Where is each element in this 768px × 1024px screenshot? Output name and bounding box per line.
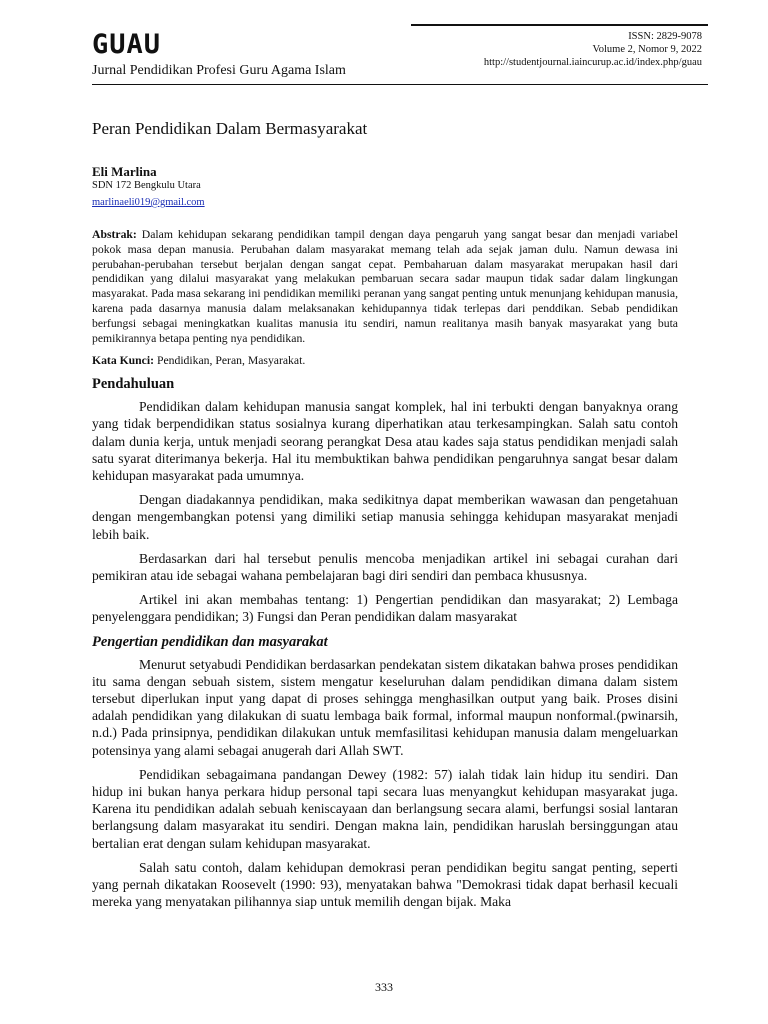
author-email-link[interactable]: marlinaeli019@gmail.com — [92, 197, 205, 208]
volume-info: Volume 2, Nomor 9, 2022 — [592, 44, 702, 55]
section-heading-introduction: Pendahuluan — [92, 376, 175, 393]
abstract-text: Dalam kehidupan sekarang pendidikan tampil dengan daya pengaruh yang sangat besar dan menjadi variabel pokok masa depan manusia. Perubahan dalam masyarakat memang telah ada sejak jaman dulu. Namun dewasa ini perubahan-perubahan tersebut berjalan dengan sangat cepat. Pembaharuan dalam masyarakat merupakan hasil dari pendidikan yang dilalui masyarakat yang melakukan pembaruan secara sadar maupun tidak sadar dalam lingkungan masyarakat. Pada masa sekarang ini pendidikan memiliki peranan yang sangat penting untuk menunjang kehidupan manusia, karena pada dasarnya manusia dalam melaksanakan kehidupannya tidak terlepas dari penddikan. Sebab pendidikan berfungsi sebagai meningkatkan kualitas manusia itu sendiri, namun realitanya masih banyak masyarakat yang buta pemikirannya betapa penting nya pendidikan. — [92, 228, 678, 345]
article-title: Peran Pendidikan Dalam Bermasyarakat — [92, 119, 368, 138]
keywords-label: Kata Kunci: — [92, 354, 155, 368]
keywords — [92, 354, 678, 369]
paragraph: Pendidikan sebagaimana pandangan Dewey (1982: 57) ialah tidak lain hidup itu sendiri. Dan hidup ini bukan hanya perkara hidup personal tapi secara luas menyangkut kehidupan masyarakat juga. Karena itu pendidikan adalah sebuah keniscayaan dan berlangsung secara alami, berfungsi sosial lantaran berlangsung dalam masyarakat itu sendiri. Dengan makna lain, pendidikan haruslah bersinggungan atau bertalian erat dengan sulam kehidupan masyarakat. — [92, 766, 678, 851]
journal-header-left — [92, 30, 346, 80]
keywords-text: Pendidikan, Peran, Masyarakat. — [156, 354, 306, 368]
paragraph: Berdasarkan dari hal tersebut penulis mencoba menjadikan artikel ini sebagai curahan dari pemikiran atau ide sebagai wahana pembelajaran bagi diri sendiri dan pembaca khususnya. — [92, 550, 678, 583]
article-body — [92, 118, 678, 917]
author-name: Eli Marlina — [92, 164, 157, 179]
journal-name: GUAU — [92, 29, 162, 60]
header-top-rule — [411, 24, 708, 26]
paragraph: Dengan diadakannya pendidikan, maka sedikitnya dapat memberikan wawasan dan pengetahuan dengan mengembangkan potensi yang dimiliki setiap manusia sehingga kehidupan masyarakat menjadi lebih baik. — [92, 492, 678, 542]
abstract-label: Abstrak: — [92, 228, 137, 241]
journal-header-right — [484, 30, 702, 69]
paragraph: Menurut setyabudi Pendidikan berdasarkan pendekatan sistem dikatakan bahwa proses pendidikan itu sama dengan sebuah sistem, sistem mengatur keseluruhan dalam pendidikan dimana dalam sistem tersebut diperlukan input yang dapat di proses sehingga menghasilkan output yang baik. Proses disini adalah pendidikan yang dilakukan di suatu lembaga baik formal, informal maupun nonformal.(pwinarsih, n.d.) Pada prinsipnya, pendidikan dilakukan untuk memfasilitasi kehidupan manusia dalam mengeluarkan potensinya yang alami sebagai anugerah dari Allah SWT. — [92, 656, 678, 758]
paragraph: Salah satu contoh, dalam kehidupan demokrasi peran pendidikan begitu sangat penting, seperti yang pernah dikatakan Roosevelt (1990: 93), menyatakan bahwa "Demokrasi tidak dapat berhasil kecuali mereka yang menyatakan pilihannya siap untuk memilih dengan bijak. Maka — [92, 859, 678, 910]
author-affiliation: SDN 172 Bengkulu Utara — [92, 180, 201, 191]
journal-subtitle: Jurnal Pendidikan Profesi Guru Agama Islam — [92, 63, 346, 78]
section-heading-definition: Pengertian pendidikan dan masyarakat — [92, 633, 328, 650]
page-number: 333 — [375, 980, 393, 994]
issn: ISSN: 2829-9078 — [628, 31, 702, 42]
abstract — [92, 228, 678, 346]
paragraph: Pendidikan dalam kehidupan manusia sangat komplek, hal ini terbukti dengan banyaknya orang yang tidak berpendidikan status sosialnya kurang diperhatikan atau terkesampingkan. Salah satu contoh dalam dunia kerja, untuk menjadi seorang perangkat Desa atau kades saja status pendidikan menjadi salah satu syarat diterimanya bekerja. Hal itu membuktikan bahwa pendidikan pengaruhnya sangat besar dalam kehidupan masyarakat pada umumnya. — [92, 399, 678, 483]
journal-url[interactable]: http://studentjournal.iaincurup.ac.id/index.php/guau — [483, 57, 702, 68]
paragraph: Artikel ini akan membahas tentang: 1) Pengertian pendidikan dan masyarakat; 2) Lembaga penyelenggara pendidikan; 3) Fungsi dan Peran pendidikan dalam masyarakat — [92, 592, 678, 625]
header-bottom-rule — [92, 84, 708, 85]
